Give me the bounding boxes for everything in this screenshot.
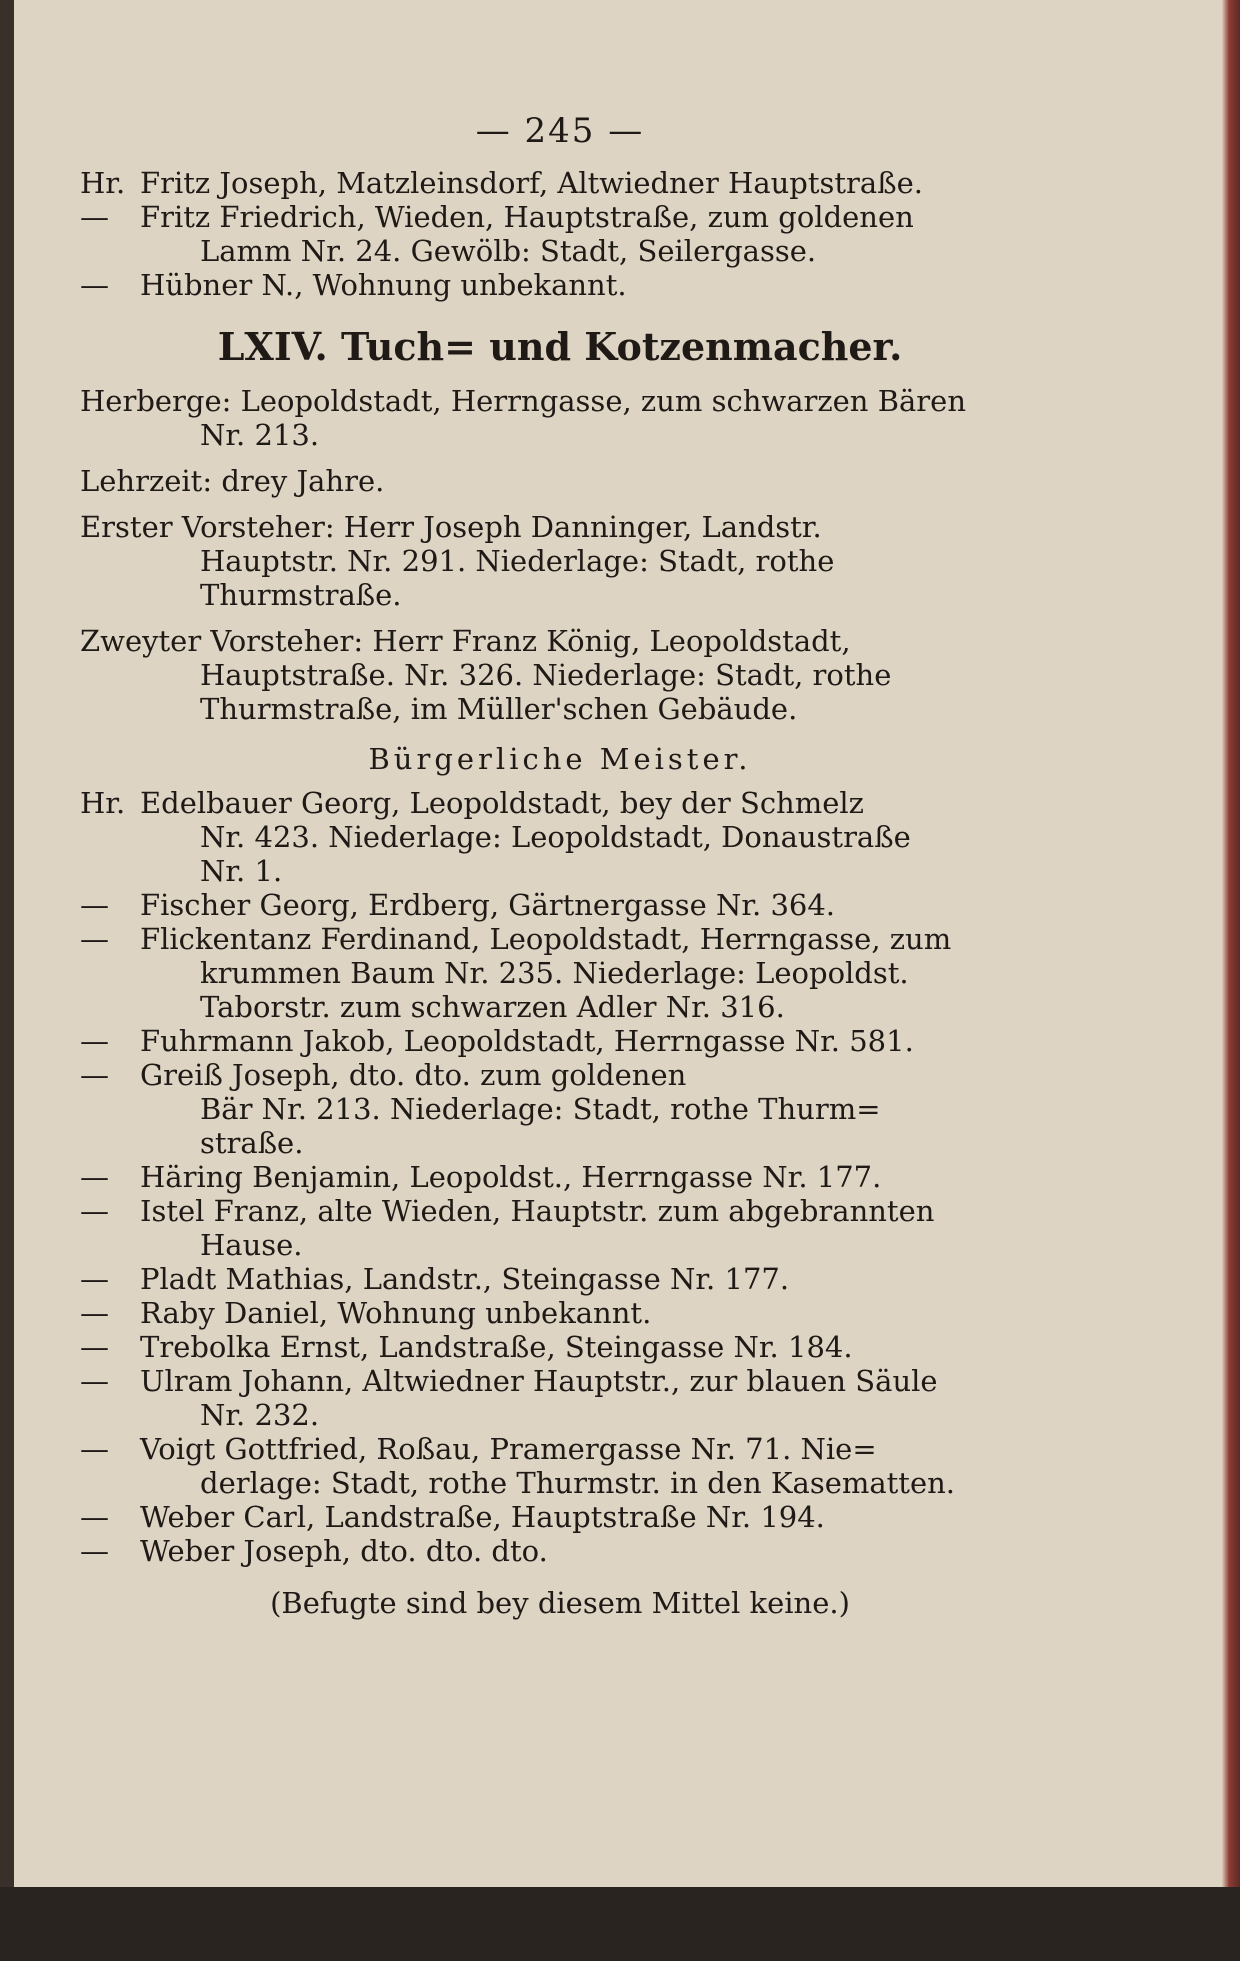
- entry-line: [80, 1296, 1040, 1330]
- list-item: [80, 1364, 1040, 1432]
- entry-line: [80, 922, 1040, 956]
- paragraph-line: Herberge: Leopoldstadt, Herrngasse, zum schwarzen Bären: [80, 384, 967, 418]
- entry-lead: —: [80, 1432, 109, 1466]
- entry-lead: —: [80, 1534, 109, 1568]
- paragraph-line: Zweyter Vorsteher: Herr Franz König, Leopoldstadt,: [80, 624, 851, 658]
- meister-list: [80, 786, 1040, 1568]
- entry-line: Nr. 1.: [200, 854, 283, 888]
- entry-lead: Hr.: [80, 786, 126, 820]
- entry-line: [80, 166, 1040, 200]
- footer-note: (Befugte sind bey diesem Mittel keine.): [270, 1586, 850, 1620]
- paragraph-line: Hauptstr. Nr. 291. Niederlage: Stadt, rothe: [200, 544, 835, 578]
- entry-lead: —: [80, 1296, 109, 1330]
- entry-lead: —: [80, 1160, 109, 1194]
- list-item: [80, 1262, 1040, 1296]
- entry-text: Hübner N., Wohnung unbekannt.: [140, 268, 627, 302]
- entry-text: Fritz Joseph, Matzleinsdorf, Altwiedner Hauptstraße.: [140, 166, 923, 200]
- paragraph-line: Thurmstraße.: [200, 578, 402, 612]
- list-item: [80, 1432, 1040, 1500]
- entry-lead: —: [80, 1194, 109, 1228]
- book-spine: [0, 0, 14, 1961]
- entry-line: [80, 1024, 1040, 1058]
- entry-lead: —: [80, 888, 109, 922]
- entry-line: [80, 1330, 1040, 1364]
- entry-line: [80, 786, 1040, 820]
- entry-line: Nr. 423. Niederlage: Leopoldstadt, Donaustraße: [200, 820, 911, 854]
- entry-line: Taborstr. zum schwarzen Adler Nr. 316.: [200, 990, 785, 1024]
- entry-line: straße.: [200, 1126, 304, 1160]
- entry-text: Greiß Joseph, dto. dto. zum goldenen: [140, 1058, 687, 1092]
- entry-text: Häring Benjamin, Leopoldst., Herrngasse Nr. 177.: [140, 1160, 882, 1194]
- entry-text: Fischer Georg, Erdberg, Gärtnergasse Nr. 364.: [140, 888, 836, 922]
- entry-text: Raby Daniel, Wohnung unbekannt.: [140, 1296, 652, 1330]
- entry-text: Weber Joseph, dto. dto. dto.: [140, 1534, 548, 1568]
- entry-text: Voigt Gottfried, Roßau, Pramergasse Nr. 71. Nie=: [140, 1432, 877, 1466]
- entry-line: [80, 200, 1040, 234]
- entry-text: Ulram Johann, Altwiedner Hauptstr., zur blauen Säule: [140, 1364, 938, 1398]
- paragraph-line: Nr. 213.: [200, 418, 320, 452]
- entry-text: Pladt Mathias, Landstr., Steingasse Nr. 177.: [140, 1262, 790, 1296]
- entry-text: Edelbauer Georg, Leopoldstadt, bey der Schmelz: [140, 786, 864, 820]
- list-item: [80, 786, 1040, 888]
- lehrzeit-line: Lehrzeit: drey Jahre.: [80, 464, 385, 498]
- list-item: [80, 1534, 1040, 1568]
- list-item: [80, 268, 1040, 302]
- entry-line: [80, 888, 1040, 922]
- entry-line: krummen Baum Nr. 235. Niederlage: Leopoldst.: [200, 956, 909, 990]
- entry-lead: —: [80, 1058, 109, 1092]
- entry-line: Hause.: [200, 1228, 303, 1262]
- list-item: [80, 1330, 1040, 1364]
- entry-line: Bär Nr. 213. Niederlage: Stadt, rothe Thurm=: [200, 1092, 881, 1126]
- herberge-paragraph: [80, 384, 1040, 452]
- zweyter-vorsteher-paragraph: [80, 624, 1040, 726]
- entry-lead: —: [80, 268, 109, 302]
- list-item: [80, 1296, 1040, 1330]
- list-item: [80, 1024, 1040, 1058]
- paragraph-line: Erster Vorsteher: Herr Joseph Danninger, Landstr.: [80, 510, 822, 544]
- bottom-edge: [0, 1887, 1240, 1961]
- list-item: [80, 1058, 1040, 1160]
- entry-text: Flickentanz Ferdinand, Leopoldstadt, Herrngasse, zum: [140, 922, 952, 956]
- entry-text: Trebolka Ernst, Landstraße, Steingasse Nr. 184.: [140, 1330, 853, 1364]
- entry-lead: —: [80, 1024, 109, 1058]
- page-edge: [1222, 0, 1240, 1961]
- entry-text: Weber Carl, Landstraße, Hauptstraße Nr. 194.: [140, 1500, 825, 1534]
- entry-line: Nr. 232.: [200, 1398, 320, 1432]
- entry-lead: —: [80, 1262, 109, 1296]
- list-item: [80, 1194, 1040, 1262]
- entry-lead: —: [80, 1330, 109, 1364]
- lehrzeit-paragraph: [80, 464, 1040, 498]
- subheading: Bürgerliche Meister.: [368, 742, 752, 776]
- list-item: [80, 1500, 1040, 1534]
- entry-line: [80, 1160, 1040, 1194]
- list-item: [80, 922, 1040, 1024]
- page-number: — 245 —: [475, 111, 645, 151]
- entry-line: Lamm Nr. 24. Gewölb: Stadt, Seilergasse.: [200, 234, 817, 268]
- entry-text: Fritz Friedrich, Wieden, Hauptstraße, zum goldenen: [140, 200, 914, 234]
- entry-line: [80, 1364, 1040, 1398]
- entry-lead: —: [80, 1500, 109, 1534]
- erster-vorsteher-paragraph: [80, 510, 1040, 612]
- entry-line: [80, 1534, 1040, 1568]
- entry-line: derlage: Stadt, rothe Thurmstr. in den Kasematten.: [200, 1466, 956, 1500]
- entry-lead: —: [80, 922, 109, 956]
- entry-line: [80, 1194, 1040, 1228]
- section-heading: LXIV. Tuch= und Kotzenmacher.: [217, 324, 903, 369]
- paragraph-line: Thurmstraße, im Müller'schen Gebäude.: [200, 692, 798, 726]
- entry-lead: Hr.: [80, 166, 126, 200]
- entry-line: [80, 1432, 1040, 1466]
- text-block: [80, 106, 1040, 1620]
- entry-line: [80, 1500, 1040, 1534]
- list-item: [80, 166, 1040, 200]
- paragraph-line: Hauptstraße. Nr. 326. Niederlage: Stadt, rothe: [200, 658, 892, 692]
- list-item: [80, 200, 1040, 268]
- entry-lead: —: [80, 200, 109, 234]
- entry-text: Fuhrmann Jakob, Leopoldstadt, Herrngasse Nr. 581.: [140, 1024, 914, 1058]
- list-item: [80, 1160, 1040, 1194]
- entry-text: Istel Franz, alte Wieden, Hauptstr. zum abgebrannten: [140, 1194, 935, 1228]
- entry-line: [80, 268, 1040, 302]
- entry-line: [80, 1262, 1040, 1296]
- entry-line: [80, 1058, 1040, 1092]
- list-item: [80, 888, 1040, 922]
- entry-lead: —: [80, 1364, 109, 1398]
- intro-entries: [80, 166, 1040, 302]
